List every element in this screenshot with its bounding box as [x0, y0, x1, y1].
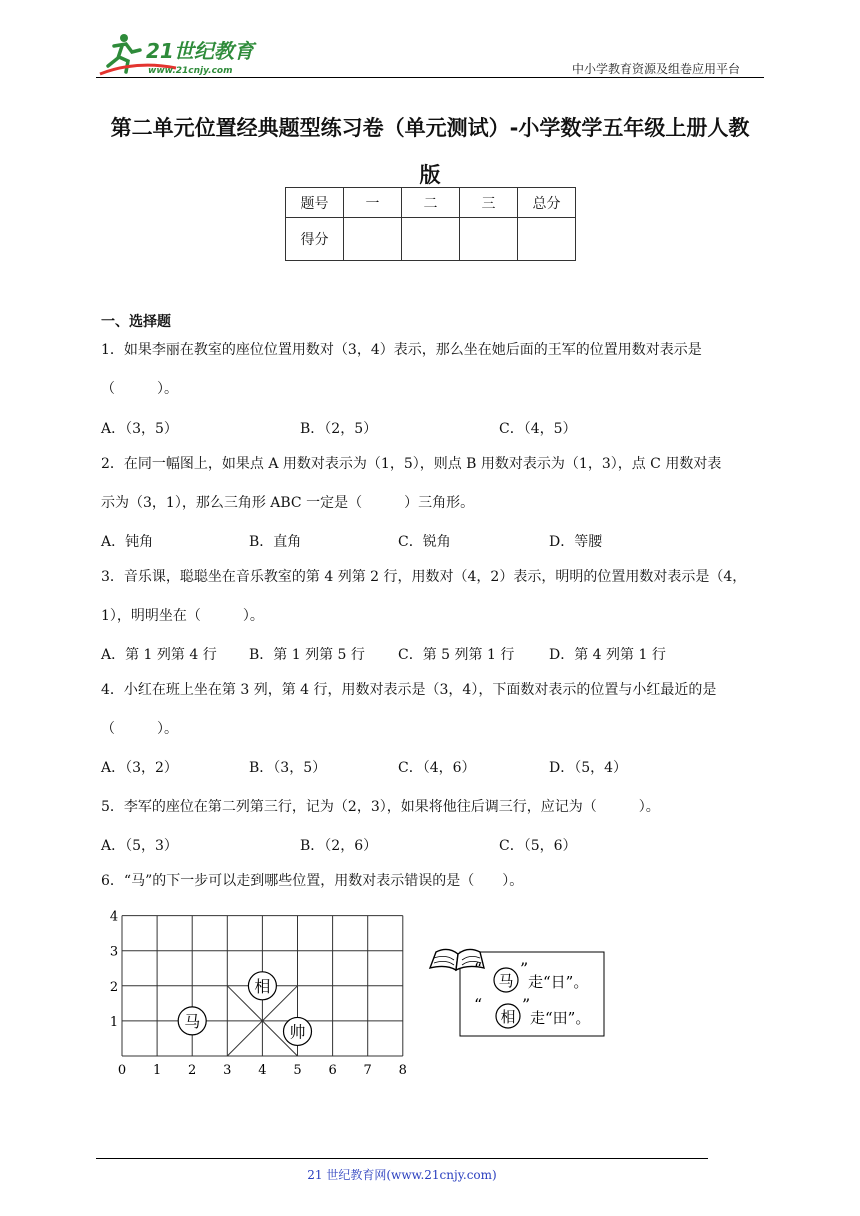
x-axis-labels [118, 1063, 407, 1078]
legend-close-quote-1: ” [520, 959, 529, 978]
score-input-cell[interactable] [518, 218, 576, 261]
question-1-option-c[interactable]: C．（4，5） [499, 421, 577, 437]
x-axis-label: 0 [117, 1063, 127, 1078]
rule-legend [428, 938, 610, 1042]
score-input-cell[interactable] [460, 218, 518, 261]
x-axis-label: 5 [293, 1063, 302, 1078]
score-cell: 总分 [518, 188, 576, 218]
question-5-line-1: 5．李军的座位在第二列第三行，记为（2，3），如果将他往后调三行，应记为（ ）。 [101, 799, 660, 815]
page-title [96, 105, 764, 199]
x-axis-label: 6 [328, 1063, 337, 1078]
question-4-option-b[interactable]: B．（3，5） [249, 760, 327, 776]
x-axis-label: 4 [258, 1063, 267, 1078]
x-axis-label: 8 [398, 1063, 407, 1078]
y-axis-label: 2 [109, 979, 119, 995]
score-input-cell[interactable] [402, 218, 460, 261]
title-line-1: 第二单元位置经典题型练习卷（单元测试）-小学数学五年级上册人教 [110, 116, 750, 140]
logo-text: 21世纪教育 [146, 39, 254, 63]
chess-piece-label: 帅 [289, 1022, 306, 1042]
y-axis-label: 1 [109, 1014, 119, 1030]
question-5-option-b[interactable]: B．（2，6） [300, 838, 378, 854]
question-1-line-1: 1．如果李丽在教室的座位位置用数对（3，4）表示，那么坐在她后面的王军的位置用数对表示是 [101, 342, 702, 358]
question-6-line-1: 6．“马”的下一步可以走到哪些位置，用数对表示错误的是（ ）。 [101, 873, 524, 889]
chess-piece-label: 相 [254, 976, 271, 996]
title-line-2: 版 [419, 163, 441, 187]
chess-grid-figure [104, 906, 420, 1082]
score-cell: 二 [402, 188, 460, 218]
section-heading: 一、选择题 [101, 314, 171, 330]
score-input-cell[interactable] [344, 218, 402, 261]
question-2-line-1: 2．在同一幅图上，如果点 A 用数对表示为（1，5），则点 B 用数对表示为（1，3），点 C 用数对表 [101, 456, 722, 472]
score-cell: 题号 [286, 188, 344, 218]
question-1-option-a[interactable]: A．（3，5） [101, 421, 178, 437]
question-2-option-d[interactable]: D．等腰 [549, 534, 603, 550]
question-3-line-2: 1），明明坐在（ ）。 [101, 608, 264, 624]
x-axis-label: 2 [188, 1063, 197, 1078]
question-4-option-a[interactable]: A．（3，2） [101, 760, 178, 776]
logo [96, 30, 266, 78]
score-value-row [286, 218, 576, 261]
platform-name: 中小学教育资源及组卷应用平台 [572, 62, 741, 76]
score-header-row [286, 188, 576, 218]
question-4-line-2: （ ）。 [101, 721, 178, 737]
question-4-option-d[interactable]: D．（5，4） [549, 760, 628, 776]
score-cell: 一 [344, 188, 402, 218]
question-3-option-c[interactable]: C．第 5 列第 1 行 [398, 647, 515, 663]
question-2-option-a[interactable]: A．钝角 [101, 534, 154, 550]
score-table [285, 187, 576, 261]
legend-open-quote-1: “ [474, 959, 483, 978]
question-3-line-1: 3．音乐课，聪聪坐在音乐教室的第 4 列第 2 行，用数对（4，2）表示，明明的位置用数对表示是（4， [101, 569, 747, 585]
y-axis-labels [110, 910, 118, 1030]
question-3-option-a[interactable]: A．第 1 列第 4 行 [101, 647, 217, 663]
x-axis-label: 7 [363, 1063, 372, 1078]
header-divider [96, 77, 764, 78]
question-1-option-b[interactable]: B．（2，5） [300, 421, 378, 437]
legend-rule-2: 走“田”。 [530, 1009, 591, 1027]
question-2-option-b[interactable]: B．直角 [249, 534, 302, 550]
question-4-option-c[interactable]: C．（4，6） [398, 760, 476, 776]
question-3-option-b[interactable]: B．第 1 列第 5 行 [249, 647, 365, 663]
chess-piece-label: 马 [184, 1011, 201, 1031]
legend-open-quote-2: “ [474, 995, 483, 1014]
question-3-option-d[interactable]: D．第 4 列第 1 行 [549, 647, 666, 663]
legend-rule-1: 走“日”。 [528, 973, 589, 991]
question-1-line-2: （ ）。 [101, 381, 178, 397]
footer-text: 21 世纪教育网(www.21cnjy.com) [307, 1168, 497, 1182]
question-4-line-1: 4．小红在班上坐在第 3 列，第 4 行，用数对表示是（3，4），下面数对表示的位置与小红最近的是 [101, 682, 717, 698]
legend-horse-piece: 马 [498, 972, 514, 990]
score-cell: 得分 [286, 218, 344, 261]
legend-elephant-piece: 相 [500, 1008, 516, 1026]
legend-close-quote-2: ” [522, 995, 531, 1014]
logo-url: www.21cnjy.com [148, 66, 233, 76]
x-axis-label: 1 [152, 1063, 162, 1078]
y-axis-label: 4 [109, 909, 119, 925]
question-2-option-c[interactable]: C．锐角 [398, 534, 451, 550]
y-axis-label: 3 [109, 944, 119, 960]
question-2-line-2: 示为（3，1），那么三角形 ABC 一定是（ ）三角形。 [101, 495, 475, 511]
x-axis-label: 3 [223, 1063, 232, 1078]
score-cell: 三 [460, 188, 518, 218]
chess-pieces [178, 972, 311, 1046]
footer-divider [96, 1158, 708, 1159]
question-5-option-a[interactable]: A．（5，3） [101, 838, 178, 854]
question-5-option-c[interactable]: C．（5，6） [499, 838, 577, 854]
